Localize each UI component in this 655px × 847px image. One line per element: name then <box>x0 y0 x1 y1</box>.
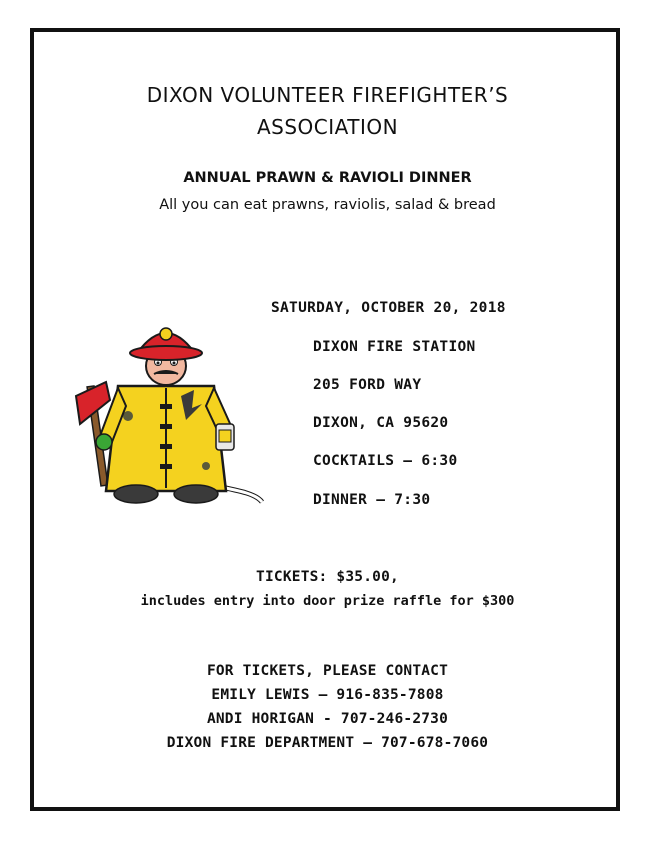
event-date: SATURDAY, OCTOBER 20, 2018 <box>271 300 506 316</box>
contact-fire-department: DIXON FIRE DEPARTMENT – 707-678-7060 <box>166 735 489 751</box>
dinner-time: DINNER – 7:30 <box>313 492 431 508</box>
event-venue: DIXON FIRE STATION <box>313 339 476 355</box>
contact-heading: FOR TICKETS, PLEASE CONTACT <box>206 663 449 679</box>
tickets-price: TICKETS: $35.00, <box>256 569 399 585</box>
org-name-line-1: DIXON VOLUNTEER FIREFIGHTER’S <box>146 83 509 107</box>
event-city: DIXON, CA 95620 <box>313 415 449 431</box>
raffle-note: includes entry into door prize raffle for $300 <box>140 593 515 609</box>
cocktails-time: COCKTAILS – 6:30 <box>313 453 458 469</box>
event-title: ANNUAL PRAWN & RAVIOLI DINNER <box>183 170 472 186</box>
firefighter-illustration <box>66 316 266 512</box>
event-address: 205 FORD WAY <box>313 377 422 393</box>
contact-andi-horigan: ANDI HORIGAN - 707-246-2730 <box>206 711 449 727</box>
org-name-line-2: ASSOCIATION <box>256 115 399 139</box>
event-tagline: All you can eat prawns, raviolis, salad & bread <box>159 197 496 213</box>
contact-emily-lewis: EMILY LEWIS – 916-835-7808 <box>211 687 444 703</box>
